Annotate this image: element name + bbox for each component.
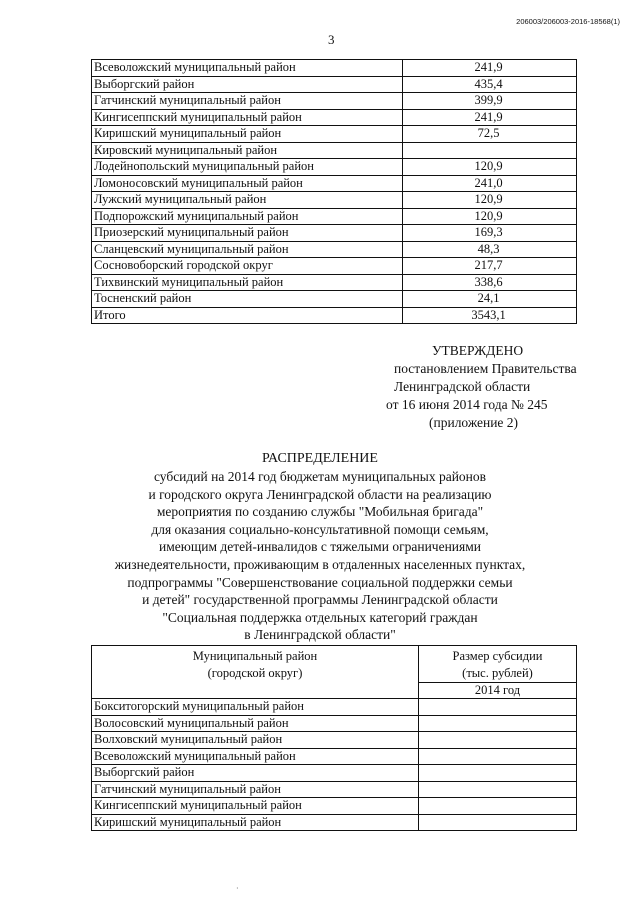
subsidy-value-cell: 120,9 bbox=[403, 192, 577, 209]
municipality-name-cell: Тихвинский муниципальный район bbox=[92, 274, 403, 291]
approval-line: Ленинградской области bbox=[394, 379, 531, 394]
municipality-name-cell: Сосновоборский городской округ bbox=[92, 258, 403, 275]
approval-line: постановлением Правительства bbox=[394, 361, 577, 376]
municipality-name-cell: Лодейнопольский муниципальный район bbox=[92, 159, 403, 176]
municipality-name-cell: Тосненский район bbox=[92, 291, 403, 308]
description-line: и городского округа Ленинградской области на реализацию bbox=[148, 486, 492, 502]
subsidy-table-continued bbox=[91, 59, 577, 324]
municipality-name-cell: Выборгский район bbox=[92, 76, 403, 93]
municipality-name-cell: Киришский муниципальный район bbox=[92, 814, 419, 831]
municipality-name-cell: Волосовский муниципальный район bbox=[92, 715, 419, 732]
municipality-name-cell: Подпорожский муниципальный район bbox=[92, 208, 403, 225]
table-row bbox=[92, 307, 577, 324]
subsidy-value-cell bbox=[419, 715, 577, 732]
distribution-table bbox=[91, 645, 577, 831]
municipality-name-cell: Ломоносовский муниципальный район bbox=[92, 175, 403, 192]
table-row bbox=[92, 798, 577, 815]
table-row bbox=[92, 748, 577, 765]
subsidy-value-cell: 169,3 bbox=[403, 225, 577, 242]
subsidy-value-cell: 241,0 bbox=[403, 175, 577, 192]
subsidy-value-cell: 120,9 bbox=[403, 159, 577, 176]
municipality-name-cell: Волховский муниципальный район bbox=[92, 732, 419, 749]
table-header-row bbox=[92, 646, 577, 683]
municipality-name-cell: Итого bbox=[92, 307, 403, 324]
subsidy-value-cell bbox=[419, 798, 577, 815]
description-line: "Социальная поддержка отдельных категорий граждан bbox=[162, 609, 478, 625]
description-line: в Ленинградской области" bbox=[244, 627, 396, 643]
column-header-amount bbox=[419, 646, 577, 683]
subsidy-value-cell: 241,9 bbox=[403, 60, 577, 77]
header-line: (городской округ) bbox=[207, 666, 303, 680]
subsidy-table-body bbox=[92, 60, 577, 324]
subsidy-value-cell: 3543,1 bbox=[403, 307, 577, 324]
description-line: мероприятия по созданию службы "Мобильная бригада" bbox=[156, 504, 484, 520]
subsidy-value-cell: 120,9 bbox=[403, 208, 577, 225]
municipality-name-cell: Кингисеппский муниципальный район bbox=[92, 109, 403, 126]
scan-mark: · bbox=[236, 884, 239, 893]
municipality-name-cell: Приозерский муниципальный район bbox=[92, 225, 403, 242]
subsidy-value-cell bbox=[419, 699, 577, 716]
municipality-name-cell: Бокситогорский муниципальный район bbox=[92, 699, 419, 716]
page-number: 3 bbox=[328, 32, 335, 47]
subsidy-value-cell: 24,1 bbox=[403, 291, 577, 308]
description-line: жизнедеятельности, проживающим в отдаленных населенных пунктах, bbox=[114, 556, 526, 572]
distribution-table-body bbox=[92, 646, 577, 831]
subsidy-value-cell bbox=[419, 814, 577, 831]
table-row bbox=[92, 126, 577, 143]
subsidy-value-cell: 241,9 bbox=[403, 109, 577, 126]
subsidy-value-cell: 48,3 bbox=[403, 241, 577, 258]
table-row bbox=[92, 60, 577, 77]
document-code: 206003/206003-2016-18568(1) bbox=[516, 17, 620, 26]
municipality-name-cell: Всеволожский муниципальный район bbox=[92, 60, 403, 77]
table-row bbox=[92, 274, 577, 291]
table-row bbox=[92, 142, 577, 159]
description-line: для оказания социально-консультативной помощи семьям, bbox=[151, 521, 489, 537]
table-row bbox=[92, 814, 577, 831]
municipality-name-cell: Кингисеппский муниципальный район bbox=[92, 798, 419, 815]
description-line: имеющим детей-инвалидов с тяжелыми ограничениями bbox=[158, 539, 482, 555]
table-row bbox=[92, 159, 577, 176]
table-row bbox=[92, 765, 577, 782]
municipality-name-cell: Гатчинский муниципальный район bbox=[92, 93, 403, 110]
subsidy-value-cell: 338,6 bbox=[403, 274, 577, 291]
municipality-name-cell: Кировский муниципальный район bbox=[92, 142, 403, 159]
subsidy-value-cell bbox=[403, 142, 577, 159]
municipality-name-cell: Лужский муниципальный район bbox=[92, 192, 403, 209]
table-row bbox=[92, 715, 577, 732]
table-row bbox=[92, 192, 577, 209]
header-line: Муниципальный район bbox=[192, 649, 318, 663]
table-row bbox=[92, 732, 577, 749]
subsidy-value-cell bbox=[419, 732, 577, 749]
subsidy-value-cell: 399,9 bbox=[403, 93, 577, 110]
subsidy-value-cell: 72,5 bbox=[403, 126, 577, 143]
column-header-municipality bbox=[92, 646, 419, 699]
subsidy-value-cell bbox=[419, 748, 577, 765]
description-line: субсидий на 2014 год бюджетам муниципальных районов bbox=[153, 469, 487, 484]
municipality-name-cell: Гатчинский муниципальный район bbox=[92, 781, 419, 798]
table-row bbox=[92, 225, 577, 242]
approval-title: УТВЕРЖДЕНО bbox=[432, 343, 524, 358]
header-line: (тыс. рублей) bbox=[462, 666, 533, 680]
description-line: подпрограммы "Совершенствование социальной поддержки семьи bbox=[127, 574, 513, 590]
table-row bbox=[92, 175, 577, 192]
distribution-description bbox=[0, 468, 640, 644]
municipality-name-cell: Сланцевский муниципальный район bbox=[92, 241, 403, 258]
column-header-year: 2014 год bbox=[419, 683, 577, 699]
table-row bbox=[92, 109, 577, 126]
approval-line: от 16 июня 2014 года № 245 bbox=[386, 397, 548, 412]
subsidy-value-cell bbox=[419, 781, 577, 798]
header-line: Размер субсидии bbox=[452, 649, 543, 663]
approval-line: (приложение 2) bbox=[429, 415, 519, 430]
table-row bbox=[92, 76, 577, 93]
table-row bbox=[92, 699, 577, 716]
subsidy-value-cell: 217,7 bbox=[403, 258, 577, 275]
table-row bbox=[92, 241, 577, 258]
table-row bbox=[92, 291, 577, 308]
table-row bbox=[92, 258, 577, 275]
table-row bbox=[92, 93, 577, 110]
subsidy-value-cell: 435,4 bbox=[403, 76, 577, 93]
description-line: и детей" государственной программы Ленинградской области bbox=[142, 592, 498, 608]
municipality-name-cell: Всеволожский муниципальный район bbox=[92, 748, 419, 765]
table-row bbox=[92, 208, 577, 225]
table-row bbox=[92, 781, 577, 798]
distribution-heading: РАСПРЕДЕЛЕНИЕ bbox=[262, 451, 378, 466]
municipality-name-cell: Выборгский район bbox=[92, 765, 419, 782]
municipality-name-cell: Киришский муниципальный район bbox=[92, 126, 403, 143]
subsidy-value-cell bbox=[419, 765, 577, 782]
